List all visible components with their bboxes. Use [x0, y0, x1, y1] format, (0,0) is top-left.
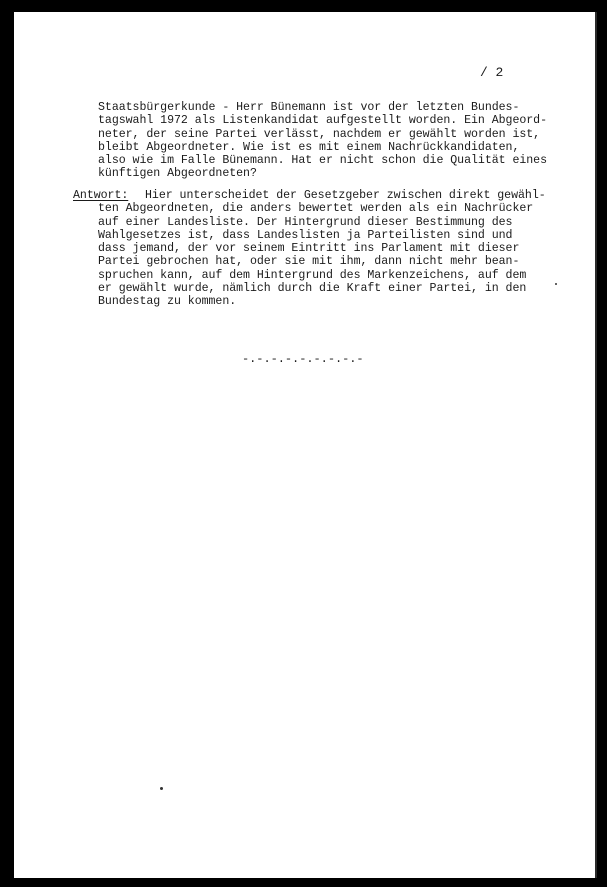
question-paragraph	[98, 101, 578, 181]
answer-line: ten Abgeordneten, die anders bewertet werden als ein Nachrücker	[98, 202, 534, 216]
question-line: tagswahl 1972 als Listenkandidat aufgestellt worden. Ein Abgeord-	[98, 114, 547, 128]
section-divider: -.-.-.-.-.-.-.-.-	[242, 352, 364, 366]
question-line: also wie im Falle Bünemann. Hat er nicht schon die Qualität eines	[98, 154, 547, 168]
page-edge	[595, 12, 597, 878]
document-page	[14, 12, 597, 878]
scan-speck	[555, 283, 557, 285]
answer-label: Antwort:	[73, 189, 129, 202]
answer-line: spruchen kann, auf dem Hintergrund des Markenzeichens, auf dem	[98, 268, 527, 282]
answer-line: Hier unterscheidet der Gesetzgeber zwischen direkt gewähl-	[145, 189, 546, 202]
answer-line: Partei gebrochen hat, oder sie mit ihm, dann nicht mehr bean-	[98, 255, 520, 269]
question-line: neter, der seine Partei verlässt, nachdem er gewählt worden ist,	[98, 127, 541, 141]
question-line: bleibt Abgeordneter. Wie ist es mit einem Nachrückkandidaten,	[98, 140, 520, 154]
answer-line: dass jemand, der vor seinem Eintritt ins Parlament mit dieser	[98, 242, 520, 256]
question-line: Staatsbürgerkunde - Herr Bünemann ist vor der letzten Bundes-	[98, 101, 520, 114]
page-number: / 2	[480, 65, 504, 80]
answer-line: Wahlgesetzes ist, dass Landeslisten ja Parteilisten sind und	[98, 228, 513, 242]
scan-speck	[160, 787, 163, 790]
answer-line: er gewählt wurde, nämlich durch die Kraft einer Partei, in den	[98, 282, 527, 296]
answer-line: Bundestag zu kommen.	[98, 295, 237, 309]
answer-continuation	[98, 202, 533, 308]
answer-line: auf einer Landesliste. Der Hintergrund dieser Bestimmung des	[98, 215, 513, 229]
question-line: künftigen Abgeordneten?	[98, 167, 257, 181]
